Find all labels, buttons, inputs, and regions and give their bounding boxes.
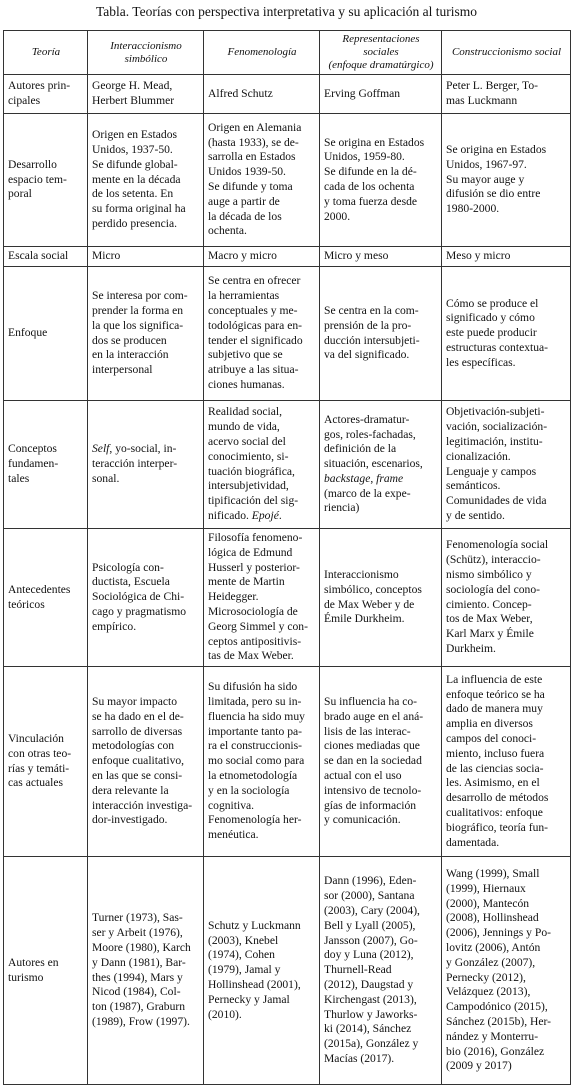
cell-social-constructionism: Objetivación-subjeti- vación, socialización- legitimación, institu- cionalización. Lenguaje y campos semánticos. Comunidades de vida y de sentido. <box>442 401 571 529</box>
cell-text-part: Realidad social, mundo de vida, acervo social del conocimiento, si- tuación biográfica, intersubjetividad, tipificación del sig- nificado. <box>208 405 299 522</box>
table-row <box>4 114 571 247</box>
cell-social-constructionism: Se origina en Estados Unidos, 1967-97. Su mayor auge y difusión se dio entre 1980-2000. <box>442 114 571 247</box>
cell-symbolic-interactionism: Psicología con- ductista, Escuela Sociológica de Chi- cago y pragmatismo empírico. <box>88 529 204 667</box>
cell-text-part: , <box>370 471 377 485</box>
header-symbolic-interactionism: Interaccionismo simbólico <box>88 31 204 75</box>
header-theory: Teoría <box>4 31 88 75</box>
cell-social-representations: Interaccionismo simbólico, conceptos de Max Weber y de Émile Durkheim. <box>320 529 442 667</box>
cell-social-representations: Se centra en la com- prensión de la pro- ducción intersubjeti- va del significado. <box>320 267 442 401</box>
cell-social-representations: Dann (1996), Eden- sor (2000), Santana (2003), Cary (2004), Bell y Lyall (2005), Jansson (2007), Go- doy y Luna (2012), Thurnell-Read (2012), Daugstad y Kirchengast (2013), Thurlow y Jaworks- ki (2014), Sánchez (2015a), González y Macías (2017). <box>320 857 442 1085</box>
cell-phenomenology: Origen en Alemania (hasta 1933), se de- sarrolla en Estados Unidos 1939-50. Se difunde y toma auge a partir de la década de los ochenta. <box>204 114 320 247</box>
row-label: Desarrollo espacio tem- poral <box>4 114 88 247</box>
cell-social-constructionism: La influencia de este enfoque teórico se ha dado de manera muy amplia en diversos campos del conoci- miento, incluso fuera de las ciencias socia- les. Asimismo, en el desarrollo de métodos cualitativos: enfoque biográfico, teoría fun- damentada. <box>442 667 571 857</box>
cell-symbolic-interactionism <box>88 401 204 529</box>
header-social-representations: Representaciones sociales (enfoque dramatúrgico) <box>320 31 442 75</box>
cell-text-part: Actores-dramatur- gos, roles-fachadas, definición de la situación, escenarios, <box>324 412 423 471</box>
cell-symbolic-interactionism: Su mayor impacto se ha dado en el de- sarrollo de diversas metodologías con enfoque cualitativo, en las que se consi- dera relevante la interacción investiga- dor-investigado. <box>88 667 204 857</box>
cell-phenomenology: Filosofía fenomeno- lógica de Edmund Husserl y posterior- mente de Martin Heidegger. Microsociología de Georg Simmel y con- ceptos antipositivis- tas de Max Weber. <box>204 529 320 667</box>
table-caption: Tabla. Teorías con perspectiva interpretativa y su aplicación al turismo <box>96 4 477 19</box>
header-row <box>4 31 571 75</box>
cell-social-constructionism: Wang (1999), Small (1999), Hiernaux (2000), Mantecón (2008), Hollinshead (2006), Jennings y Po- lovitz (2006), Antón y González (2007), Pernecky (2012), Velázquez (2013), Campodónico (2015), Sánchez (2015b), Her- nández y Monterru- bio (2016), González (2009 y 2017) <box>442 857 571 1085</box>
cell-symbolic-interactionism: Turner (1973), Sas- ser y Arbeit (1976), Moore (1980), Karch y Dann (1981), Bar- thes (1994), Mars y Nicod (1984), Col- ton (1987), Graburn (1989), Frow (1997). <box>88 857 204 1085</box>
cell-social-constructionism: Cómo se produce el significado y cómo este puede producir estructuras contextua- les específicas. <box>442 267 571 401</box>
cell-social-representations: Micro y meso <box>320 247 442 267</box>
cell-text-part: backstage <box>324 471 371 485</box>
header-phenomenology: Fenomenología <box>204 31 320 75</box>
cell-phenomenology: Macro y micro <box>204 247 320 267</box>
row-label: Vinculación con otras teo- rías y temáti- cas actuales <box>4 667 88 857</box>
cell-social-representations: Su influencia ha co- brado auge en el aná- lisis de las interac- ciones mediadas que se dan en la sociedad actual con el uso intensivo de tecnolo- gías de información y comunicación. <box>320 667 442 857</box>
cell-symbolic-interactionism: Se interesa por com- prender la forma en la que los significa- dos se producen en la interacción interpersonal <box>88 267 204 401</box>
cell-text-part: Self <box>92 442 110 456</box>
row-label: Autores prin- cipales <box>4 75 88 114</box>
table-row <box>4 267 571 401</box>
cell-social-representations <box>320 401 442 529</box>
table-row <box>4 857 571 1085</box>
row-label: Enfoque <box>4 267 88 401</box>
cell-text-part: frame <box>376 471 404 485</box>
table-row <box>4 529 571 667</box>
cell-text-part: . <box>278 508 282 522</box>
cell-text-part: , yo-social, in- teracción interper- sonal. <box>92 442 178 485</box>
cell-phenomenology <box>204 401 320 529</box>
cell-social-constructionism: Peter L. Berger, To- mas Luckmann <box>442 75 571 114</box>
table-row <box>4 247 571 267</box>
cell-symbolic-interactionism: George H. Mead, Herbert Blummer <box>88 75 204 114</box>
table-row <box>4 75 571 114</box>
cell-social-constructionism: Meso y micro <box>442 247 571 267</box>
cell-social-representations: Se origina en Estados Unidos, 1959-80. Se difunde en la dé- cada de los ochenta y toma fuerza desde 2000. <box>320 114 442 247</box>
cell-text-part: Epojé <box>251 508 279 522</box>
cell-social-constructionism: Fenomenología social (Schütz), interaccio- nismo simbólico y sociología del cono- cimiento. Concep- tos de Max Weber, Karl Marx y Émile Durkheim. <box>442 529 571 667</box>
row-label: Escala social <box>4 247 88 267</box>
cell-phenomenology: Alfred Schutz <box>204 75 320 114</box>
table-body <box>4 75 571 1085</box>
cell-symbolic-interactionism: Origen en Estados Unidos, 1937-50. Se difunde global- mente en la década de los setenta. En su forma original ha perdido presencia. <box>88 114 204 247</box>
theories-table <box>3 30 571 1085</box>
table-row <box>4 667 571 857</box>
cell-phenomenology: Schutz y Luckmann (2003), Knebel (1974), Cohen (1979), Jamal y Hollinshead (2001), Pernecky y Jamal (2010). <box>204 857 320 1085</box>
table-row <box>4 401 571 529</box>
cell-phenomenology: Su difusión ha sido limitada, pero su in- fluencia ha sido muy importante tanto pa- ra el construccionis- mo social como para la etnometodología y en la sociología cognitiva. Fenomenología her- menéutica. <box>204 667 320 857</box>
cell-phenomenology: Se centra en ofrecer la herramientas conceptuales y me- todológicas para en- tender el significado subjetivo que se atribuye a las situa- ciones humanas. <box>204 267 320 401</box>
cell-text-part: (marco de la expe- riencia) <box>324 486 411 515</box>
header-social-constructionism: Construccionismo social <box>442 31 571 75</box>
row-label: Conceptos fundamen- tales <box>4 401 88 529</box>
cell-social-representations: Erving Goffman <box>320 75 442 114</box>
cell-symbolic-interactionism: Micro <box>88 247 204 267</box>
row-label: Antecedentes teóricos <box>4 529 88 667</box>
row-label: Autores en turismo <box>4 857 88 1085</box>
